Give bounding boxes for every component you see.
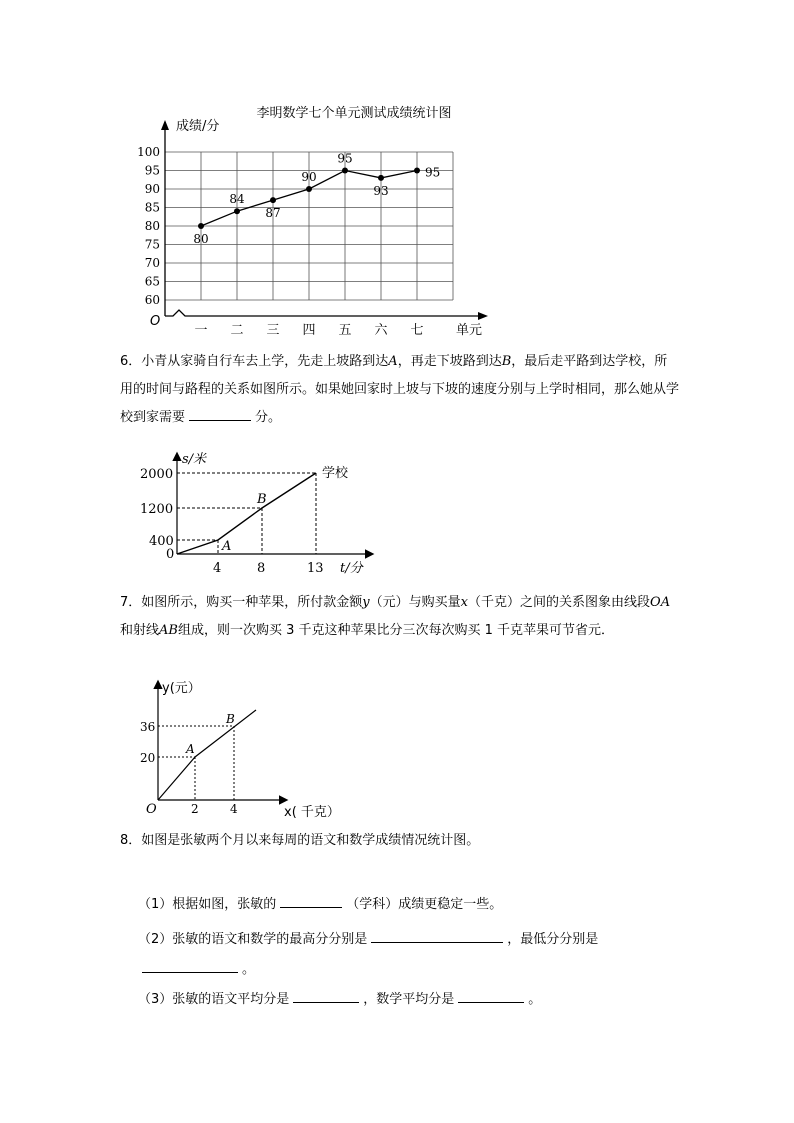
question-8 <box>120 827 680 855</box>
y-tick-label: 60 <box>144 293 160 307</box>
y-axis-label: y(元） <box>162 681 201 696</box>
data-point <box>270 197 276 203</box>
y-tick-label: 75 <box>144 237 160 252</box>
y-tick-label: 95 <box>144 163 160 178</box>
question-text: 如图是张敏两个月以来每周的语文和数学成绩情况统计图。 <box>141 833 480 848</box>
school-label: 学校 <box>322 466 349 481</box>
x-tick-label: 六 <box>374 323 388 338</box>
y-axis-label: s/米 <box>182 452 207 467</box>
x-tick-label: 三 <box>266 323 280 338</box>
y-tick-label: 65 <box>144 274 160 289</box>
question-text: （千克）之间的关系图象由线段 <box>468 595 651 610</box>
x-axis-label: t/分 <box>340 561 363 576</box>
answer-blank-chinese-average[interactable] <box>293 988 359 1003</box>
point-b-label: B <box>226 712 235 726</box>
point-b-ref: B <box>501 354 512 369</box>
y-tick-400: 400 <box>149 534 174 549</box>
part-text: 。 <box>242 962 256 977</box>
point-a-label: A <box>222 539 232 554</box>
question-text: 分。 <box>255 410 282 425</box>
y-tick-label: 90 <box>144 182 160 196</box>
question-7 <box>120 589 680 645</box>
guide-lines <box>158 726 234 800</box>
y-tick-label: 70 <box>144 256 160 270</box>
segment-oa: OA <box>650 595 671 610</box>
question-text: ，再走下坡路到达 <box>397 354 502 369</box>
data-label: 84 <box>229 192 245 207</box>
part-text: ，数学平均分是 <box>363 992 455 1007</box>
y-tick-label: 85 <box>144 200 160 215</box>
data-labels <box>193 152 440 247</box>
guide-lines <box>177 473 316 554</box>
x-tick-label: 七 <box>410 323 424 338</box>
var-x: x <box>460 595 469 610</box>
part-text: （3）张敏的语文平均分是 <box>138 992 290 1007</box>
data-label: 95 <box>337 151 353 166</box>
part-text: 。 <box>528 992 542 1007</box>
origin-label: O <box>150 314 161 329</box>
x-axis-label: 单元 <box>456 323 483 338</box>
ray-ab: AB <box>159 623 178 638</box>
data-point <box>378 175 384 181</box>
score-line-chart <box>137 100 500 340</box>
y-tick-labels <box>137 145 160 307</box>
data-label: 80 <box>193 232 209 246</box>
y-tick-1200: 1200 <box>140 502 174 517</box>
question-number: 7． <box>120 595 142 610</box>
data-point <box>414 168 420 174</box>
y-tick-36: 36 <box>140 720 156 734</box>
answer-blank-lowest[interactable] <box>142 958 238 973</box>
data-point <box>198 223 204 229</box>
y-axis-label: 成绩/分 <box>176 119 220 134</box>
question-8-part-3 <box>138 988 678 1010</box>
question-text: 组成，则一次购买 3 千克这种苹果比分三次每次购买 1 千克苹果可节省元． <box>177 623 615 638</box>
y-axis-arrow <box>161 120 169 130</box>
data-point <box>306 186 312 192</box>
part-text: ，最低分分别是 <box>507 932 599 947</box>
chart-axes <box>161 120 488 320</box>
origin-label: O <box>146 802 157 817</box>
price-quantity-graph <box>136 676 356 822</box>
question-8-part-1 <box>138 893 678 915</box>
x-tick-label: 四 <box>302 323 316 338</box>
x-tick-8: 8 <box>257 561 266 576</box>
part-text: （1）根据如图，张敏的 <box>138 897 277 912</box>
x-tick-2: 2 <box>191 802 199 816</box>
data-label: 95 <box>425 165 441 180</box>
answer-blank-highest[interactable] <box>371 928 503 943</box>
x-tick-label: 一 <box>194 323 208 338</box>
origin-label: 0 <box>166 547 175 562</box>
y-tick-20: 20 <box>140 751 156 765</box>
data-point <box>234 208 240 214</box>
part-text: （学科）成绩更稳定一些。 <box>346 897 503 912</box>
chart-title: 李明数学七个单元测试成绩统计图 <box>256 106 452 121</box>
y-tick-2000: 2000 <box>140 467 174 482</box>
distance-time-graph <box>140 448 380 582</box>
question-6 <box>120 348 680 432</box>
question-text: ，最后走平路到达学校，所用的时间与路程的关系如图所示。如果她回家时上坡与下坡的速度分别与上学时相同，那么她从学校到家需要 <box>120 354 680 425</box>
question-8-part-2 <box>138 925 678 985</box>
question-text: （元）与购买量 <box>369 595 461 610</box>
answer-blank-subject[interactable] <box>280 893 342 908</box>
x-tick-labels <box>194 323 423 338</box>
x-tick-label: 五 <box>338 323 352 338</box>
data-label: 93 <box>373 183 389 198</box>
point-a-ref: A <box>388 354 398 369</box>
question-number: 8． <box>120 833 142 848</box>
y-tick-label: 100 <box>137 145 160 159</box>
question-text: 如图所示，购买一种苹果，所付款金额 <box>141 595 363 610</box>
route-line <box>177 473 316 554</box>
question-text: 小青从家骑自行车去上学，先走上坡路到达 <box>141 354 389 369</box>
question-text: 和射线 <box>120 623 160 638</box>
x-axis-line <box>165 310 478 316</box>
data-label: 90 <box>301 170 317 184</box>
x-tick-4: 4 <box>213 561 222 576</box>
question-number: 6． <box>120 354 142 369</box>
point-b-label: B <box>257 492 267 507</box>
data-label: 87 <box>265 206 281 221</box>
x-axis-arrow <box>478 312 488 320</box>
x-tick-label: 二 <box>230 323 244 338</box>
answer-blank-math-average[interactable] <box>458 988 524 1003</box>
y-tick-label: 80 <box>144 219 160 233</box>
cost-line <box>158 710 256 800</box>
answer-blank[interactable] <box>189 406 251 421</box>
part-text: （2）张敏的语文和数学的最高分分别是 <box>138 932 368 947</box>
data-point <box>342 168 348 174</box>
x-tick-4: 4 <box>230 802 238 816</box>
x-tick-13: 13 <box>307 561 324 576</box>
x-axis-label: x( 千克） <box>284 805 340 820</box>
var-y: y <box>362 595 370 610</box>
point-a-label: A <box>186 742 195 756</box>
